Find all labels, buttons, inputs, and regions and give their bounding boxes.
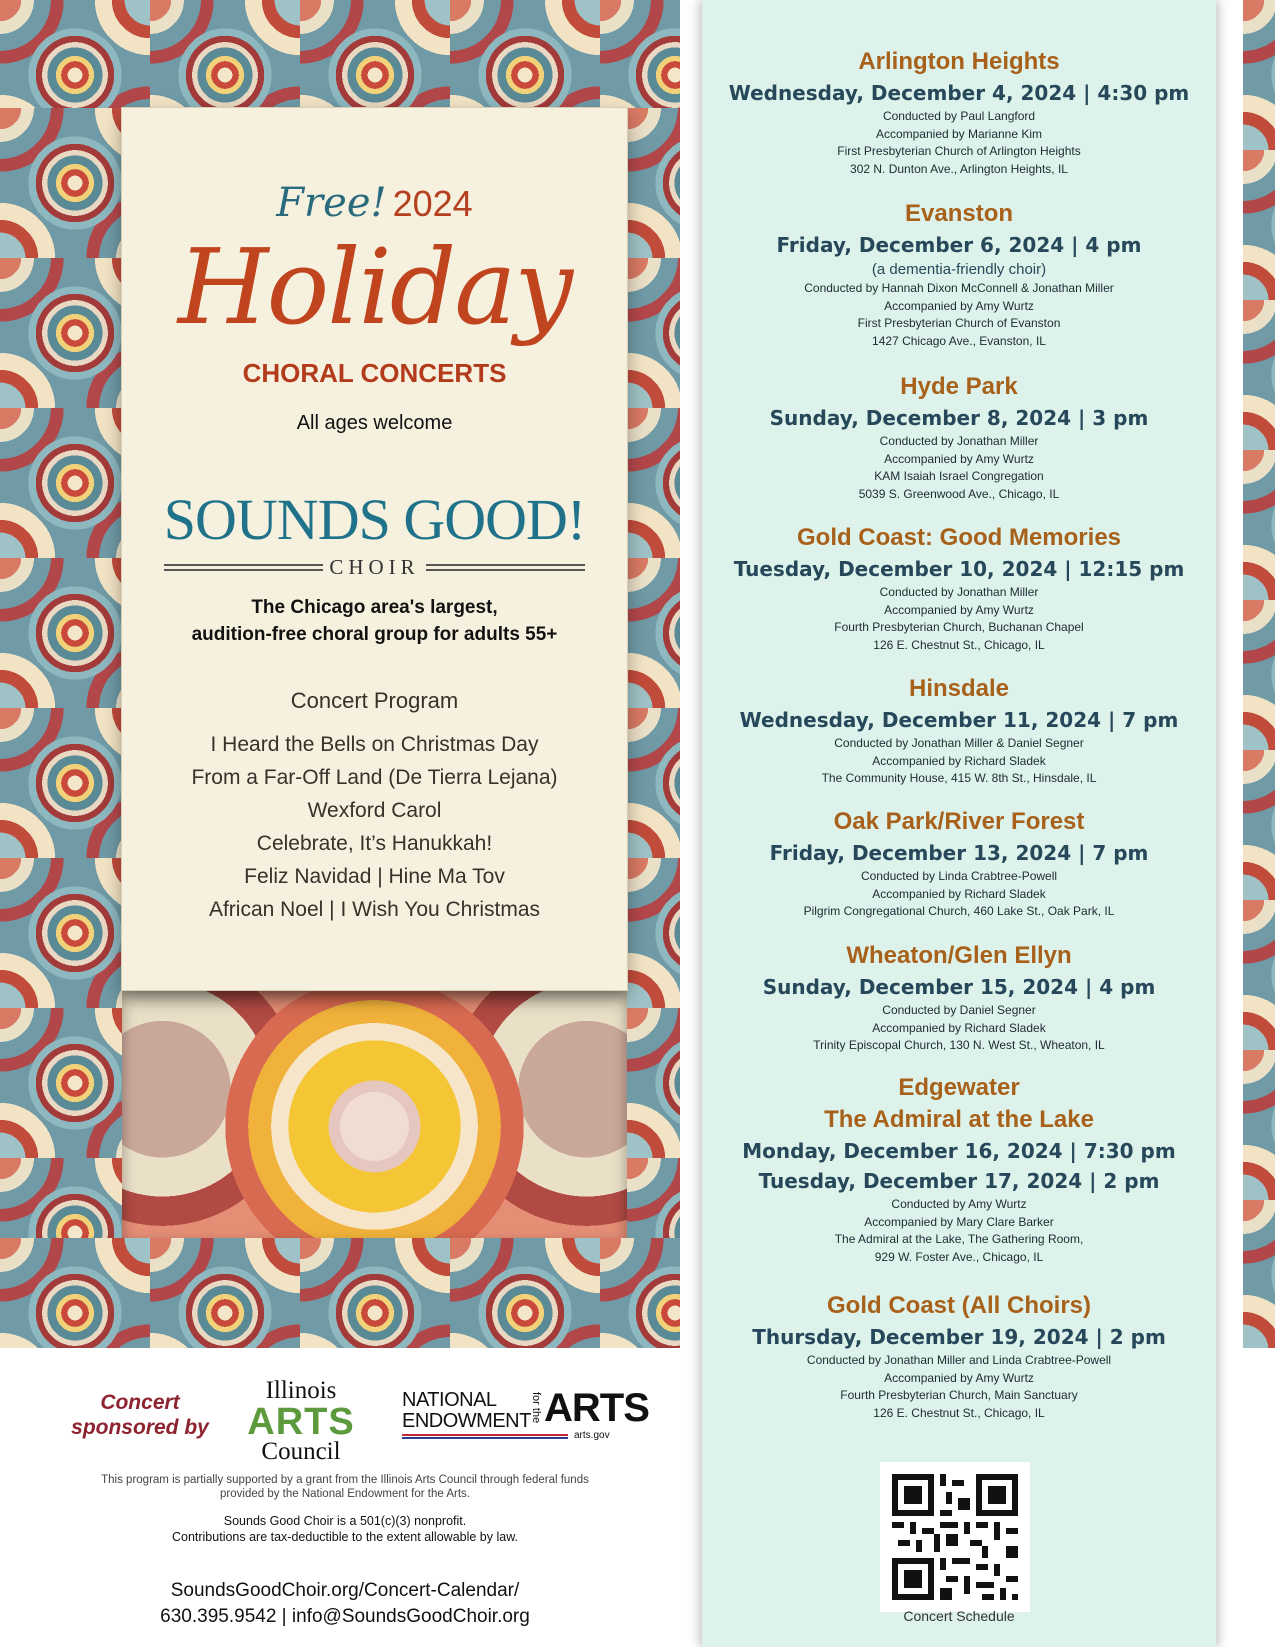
event-detail: Fourth Presbyterian Church, Buchanan Chapel	[834, 620, 1084, 634]
mandala-pattern-left	[0, 108, 122, 1238]
event-detail: First Presbyterian Church of Arlington Heights	[837, 144, 1081, 158]
subheadline: CHORAL CONCERTS	[242, 358, 507, 388]
tagline	[122, 594, 627, 648]
sponsor-label-line-1: Concert	[100, 1391, 180, 1414]
event-detail: Accompanied by Amy Wurtz	[884, 451, 1034, 466]
nonprofit-line-1: Sounds Good Choir is a 501(c)(3) nonprofit.	[223, 1514, 467, 1528]
event-detail: 302 N. Dunton Ave., Arlington Heights, IL	[850, 161, 1068, 176]
nea-line-2: ENDOWMENT	[402, 1410, 531, 1432]
event-place: Wheaton/Glen Ellyn	[846, 942, 1072, 969]
grant-line-2: provided by the National Endowment for the Arts.	[220, 1488, 470, 1500]
event-detail: 126 E. Chestnut St., Chicago, IL	[873, 1405, 1045, 1420]
program-item: Feliz Navidad | Hine Ma Tov	[244, 865, 505, 888]
nonprofit-notice	[50, 1513, 640, 1545]
flyer-card	[122, 108, 627, 990]
nea-logo	[402, 1386, 649, 1448]
event-place: Hyde Park	[900, 373, 1018, 400]
event-place-secondary: The Admiral at the Lake	[824, 1106, 1094, 1133]
event-note: (a dementia-friendly choir)	[871, 261, 1047, 278]
event-gold-coast-all-choirs	[702, 1290, 1216, 1422]
tagline-line-1: The Chicago area's largest,	[251, 597, 498, 618]
event-date: Tuesday, December 17, 2024 | 2 pm	[758, 1169, 1160, 1193]
event-detail: 126 E. Chestnut St., Chicago, IL	[873, 637, 1045, 652]
mandala-pattern-right	[627, 108, 680, 1238]
schedule-panel	[702, 0, 1216, 1647]
event-date: Wednesday, December 4, 2024 | 4:30 pm	[728, 81, 1190, 105]
event-place: Hinsdale	[908, 675, 1010, 702]
nea-gov: arts.gov	[574, 1430, 610, 1441]
event-date: Sunday, December 15, 2024 | 4 pm	[762, 975, 1156, 999]
free-year-line	[122, 180, 627, 226]
event-detail: Accompanied by Amy Wurtz	[884, 1370, 1034, 1385]
event-detail: Pilgrim Congregational Church, 460 Lake St., Oak Park, IL	[803, 904, 1115, 918]
event-edgewater	[702, 1072, 1216, 1266]
event-detail: Conducted by Jonathan Miller & Daniel Segner	[834, 736, 1084, 750]
illinois-arts-council-logo	[226, 1378, 376, 1464]
logo-sub-text: CHOIR	[329, 554, 420, 579]
nea-arts: ARTS	[544, 1386, 649, 1430]
event-hinsdale	[702, 673, 1216, 788]
nea-line-1: NATIONAL	[402, 1389, 497, 1411]
qr-code-icon[interactable]	[880, 1462, 1030, 1612]
event-detail: Trinity Episcopal Church, 130 N. West St., Wheaton, IL	[813, 1038, 1105, 1052]
choir-logo: SOUNDS GOOD!	[163, 487, 586, 552]
event-date: Friday, December 6, 2024 | 4 pm	[776, 233, 1142, 257]
website-link[interactable]: SoundsGoodChoir.org/Concert-Calendar/	[170, 1580, 520, 1601]
grant-line-1: This program is partially supported by a grant from the Illinois Arts Council through federal funds	[101, 1474, 589, 1486]
program-item: African Noel | I Wish You Christmas	[208, 898, 541, 921]
logo-rule-right	[426, 564, 585, 571]
event-hyde-park	[702, 371, 1216, 503]
event-evanston	[702, 198, 1216, 350]
ages-note: All ages welcome	[296, 412, 453, 434]
event-place: Arlington Heights	[858, 48, 1060, 75]
qr-label: Concert Schedule	[903, 1608, 1015, 1624]
event-detail: Accompanied by Richard Sladek	[872, 1020, 1046, 1035]
program-title: Concert Program	[290, 688, 459, 713]
event-detail: KAM Isaiah Israel Congregation	[874, 469, 1044, 483]
phone-email[interactable]: 630.395.9542 | info@SoundsGoodChoir.org	[160, 1606, 530, 1627]
event-detail: Conducted by Jonathan Miller	[879, 585, 1039, 599]
headline: Holiday	[177, 226, 572, 348]
event-date: Monday, December 16, 2024 | 7:30 pm	[742, 1139, 1176, 1163]
event-detail: Accompanied by Amy Wurtz	[884, 298, 1034, 313]
event-arlington-heights	[702, 46, 1216, 178]
event-gold-coast-good-memories	[702, 522, 1216, 654]
sponsor-label	[60, 1390, 220, 1440]
event-place: Edgewater	[898, 1074, 1020, 1101]
iac-line-2: ARTS	[247, 1401, 355, 1443]
iac-line-3: Council	[261, 1438, 341, 1465]
event-date: Friday, December 13, 2024 | 7 pm	[769, 841, 1149, 865]
event-detail: Fourth Presbyterian Church, Main Sanctuary	[840, 1388, 1078, 1402]
event-detail: Accompanied by Amy Wurtz	[884, 602, 1034, 617]
event-detail: The Community House, 415 W. 8th St., Hinsdale, IL	[821, 771, 1097, 785]
event-detail: Conducted by Paul Langford	[882, 109, 1036, 123]
mandala-pattern-edge	[1243, 0, 1275, 1348]
event-detail: Conducted by Hannah Dixon McConnell & Jonathan Miller	[804, 281, 1114, 295]
event-wheaton-glen-ellyn	[702, 940, 1216, 1055]
event-detail: Conducted by Jonathan Miller	[879, 434, 1039, 448]
sponsor-label-line-2: sponsored by	[71, 1416, 209, 1439]
event-detail: 929 W. Foster Ave., Chicago, IL	[874, 1249, 1044, 1264]
iac-line-1: Illinois	[265, 1377, 337, 1404]
contact-info	[50, 1578, 640, 1630]
event-oak-park-river-forest	[702, 806, 1216, 921]
qr-code-graphic	[880, 1462, 1030, 1612]
event-place: Gold Coast: Good Memories	[796, 524, 1122, 551]
tagline-line-2: audition-free choral group for adults 55+	[191, 624, 558, 645]
program-item: Celebrate, It’s Hanukkah!	[256, 832, 493, 855]
event-detail: The Admiral at the Lake, The Gathering Room,	[834, 1232, 1084, 1246]
event-detail: Accompanied by Marianne Kim	[875, 126, 1043, 141]
mandala-pattern-bottom	[0, 1238, 680, 1348]
event-detail: 5039 S. Greenwood Ave., Chicago, IL	[858, 486, 1060, 501]
program-item: Wexford Carol	[307, 799, 442, 822]
event-date: Sunday, December 8, 2024 | 3 pm	[769, 406, 1149, 430]
event-place: Evanston	[904, 200, 1014, 227]
choir-logo-sub	[164, 554, 585, 580]
program-item: From a Far-Off Land (De Tierra Lejana)	[191, 766, 558, 789]
event-detail: Conducted by Linda Crabtree-Powell	[860, 869, 1058, 883]
program-list	[122, 728, 627, 926]
nea-words	[402, 1390, 531, 1432]
event-date: Wednesday, December 11, 2024 | 7 pm	[739, 708, 1179, 732]
event-date: Tuesday, December 10, 2024 | 12:15 pm	[733, 557, 1185, 581]
event-detail: 1427 Chicago Ave., Evanston, IL	[872, 333, 1046, 348]
event-detail: Accompanied by Mary Clare Barker	[864, 1214, 1054, 1229]
event-date: Thursday, December 19, 2024 | 2 pm	[752, 1325, 1166, 1349]
event-place: Oak Park/River Forest	[833, 808, 1085, 835]
year-label: 2024	[392, 183, 473, 224]
event-detail: Conducted by Amy Wurtz	[891, 1197, 1027, 1211]
event-detail: Conducted by Jonathan Miller and Linda Crabtree-Powell	[806, 1353, 1112, 1367]
nea-for: for the	[530, 1392, 542, 1424]
program-item: I Heard the Bells on Christmas Day	[210, 733, 539, 756]
mandala-illustration	[122, 990, 627, 1238]
nea-flag-bar	[402, 1434, 568, 1439]
logo-rule-left	[164, 564, 323, 571]
free-label: Free!	[276, 180, 387, 226]
nonprofit-line-2: Contributions are tax-deductible to the extent allowable by law.	[171, 1530, 519, 1544]
event-detail: Conducted by Daniel Segner	[882, 1003, 1036, 1017]
event-detail: Accompanied by Richard Sladek	[872, 886, 1046, 901]
mandala-pattern-top	[0, 0, 680, 108]
event-place: Gold Coast (All Choirs)	[827, 1292, 1091, 1319]
event-detail: Accompanied by Richard Sladek	[872, 753, 1046, 768]
grant-notice	[50, 1473, 640, 1501]
event-detail: First Presbyterian Church of Evanston	[857, 316, 1061, 330]
